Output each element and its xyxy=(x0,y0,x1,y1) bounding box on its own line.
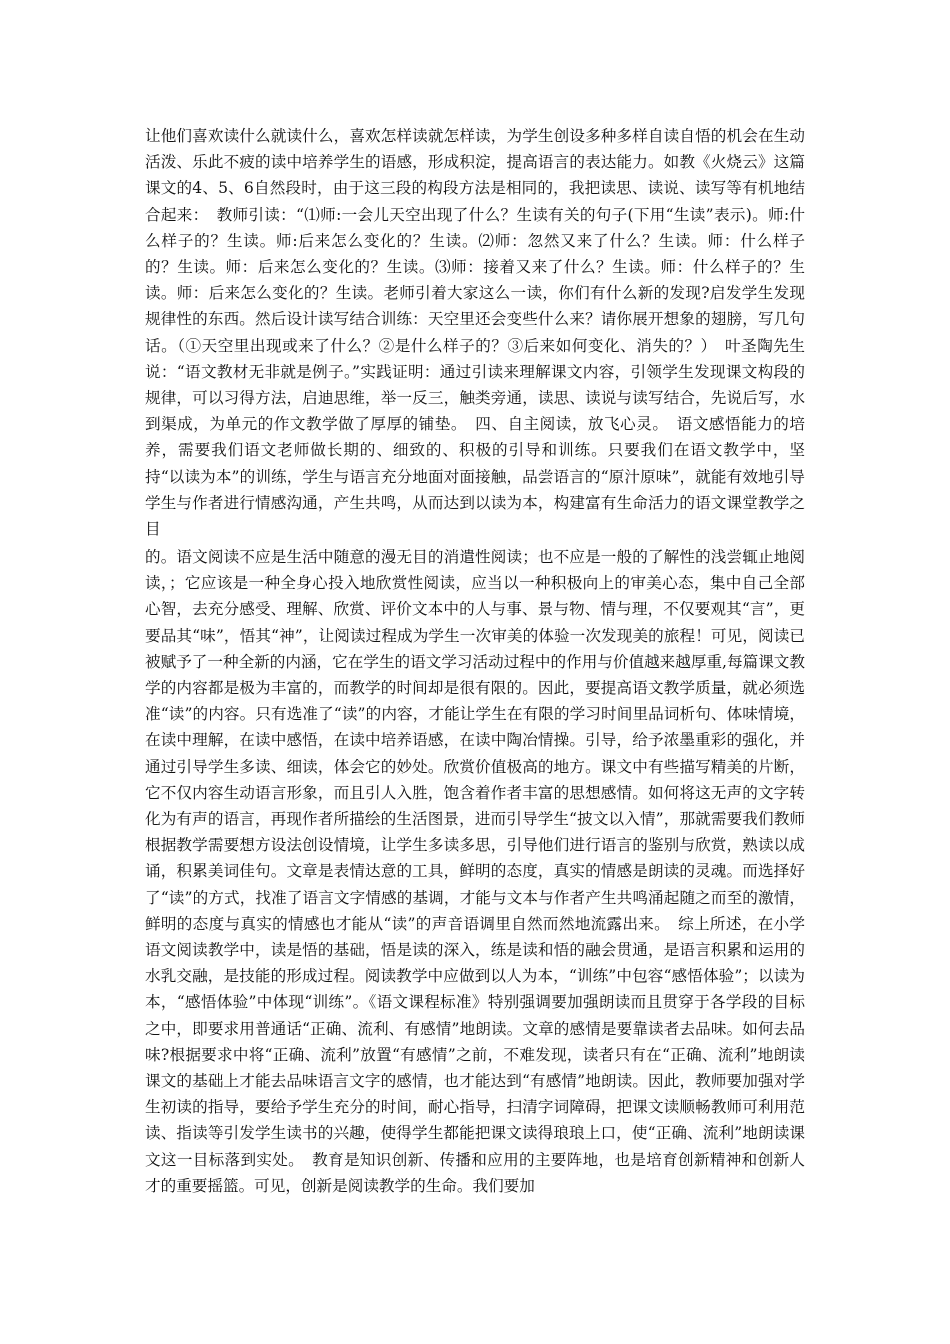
body-text-paragraph: 的。语文阅读不应是生活中随意的漫无目的消遣性阅读；也不应是一般的了解性的浅尝辄止地阅读，；它应该是一种全身心投入地欣赏性阅读，应当以一种积极向上的审美心态，集中自己全部心智，去充分感受、理解、欣赏、评价文本中的人与事、景与物、情与理，不仅要观其“言”，更要品其“味”，悟其“神”，让阅读过程成为学生一次审美的体验一次发现美的旅程！可见，阅读已被赋予了一种全新的内涵，它在学生的语文学习活动过程中的作用与价值越来越厚重,每篇课文教学的内容都是极为丰富的，而教学的时间却是很有限的。因此，要提高语文教学质量，就必须选准“读”的内容。只有选准了“读”的内容，才能让学生在有限的学习时间里品词析句、体味情境，在读中理解，在读中感悟，在读中培养语感，在读中陶冶情操。引导，给予浓墨重彩的强化，并通过引导学生多读、细读，体会它的妙处。欣赏价值极高的地方。课文中有些描写精美的片断，它不仅内容生动语言形象，而且引人入胜，饱含着作者丰富的思想感情。如何将这无声的文字转化为有声的语言，再现作者所描绘的生活图景，进而引导学生“披文以入情”，那就需要我们教师根据教学需要想方设法创设情境，让学生多读多思，引导他们进行语言的鉴别与欣赏，熟读以成诵，积累美词佳句。文章是表情达意的工具，鲜明的态度，真实的情感是朗读的灵魂。而选择好了“读”的方式，找准了语言文字情感的基调，才能与文本与作者产生共鸣涌起随之而至的激情，鲜明的态度与真实的情感也才能从“读”的声音语调里自然而然地流露出来。 综上所述，在小学语文阅读教学中，读是悟的基础，悟是读的深入，练是读和悟的融会贯通，是语言积累和运用的水乳交融，是技能的形成过程。阅读教学中应做到以人为本，“训练”中包容“感悟体验”；以读为本，“感悟体验”中体现“训练”。《语文课程标准》特别强调要加强朗读而且贯穿于各学段的目标之中，即要求用普通话“正确、流利、有感情”地朗读。文章的感情是要靠读者去品味。如何去品味?根据要求中将“正确、流利”放置“有感情”之前，不难发现，读者只有在“正确、流利”地朗读课文的基础上才能去品味语言文字的感情，也才能达到“有感情”地朗读。因此，教师要加强对学生初读的指导，要给予学生充分的时间，耐心指导，扫清字词障碍，把课文读顺畅教师可利用范读、指读等引发学生读书的兴趣，使得学生都能把课文读得琅琅上口，使“正确、流利”地朗读课文这一目标落到实处。 教育是知识创新、传播和应用的主要阵地，也是培育创新精神和创新人才的重要摇篮。可见，创新是阅读教学的生命。我们要加 xyxy=(145,548,805,1195)
body-text-paragraph: 让他们喜欢读什么就读什么，喜欢怎样读就怎样读，为学生创设多种多样自读自悟的机会在生动活泼、乐此不疲的读中培养学生的语感，形成积淀，提高语言的表达能力。如教《火烧云》这篇课文的4、5、6自然段时，由于这三段的构段方法是相同的，我把读思、读说、读写等有机地结合起来： 教师引读：“⑴师:一会儿天空出现了什么？生读有关的句子(下用“生读”表示)。师:什么样子的？生读。师:后来怎么变化的？生读。⑵师：忽然又来了什么？生读。师：什么样子的？生读。师：后来怎么变化的？生读。⑶师：接着又来了什么？生读。师：什么样子的？生读。师：后来怎么变化的？生读。老师引着大家这么一读，你们有什么新的发现?启发学生发现规律性的东西。然后设计读写结合训练：天空里还会变些什么来？请你展开想象的翅膀，写几句话。（①天空里出现或来了什么？②是什么样子的？③后来如何变化、消失的？） 叶圣陶先生说：“语文教材无非就是例子。”实践证明：通过引读来理解课文内容，引领学生发现课文构段的规律，可以习得方法，启迪思维，举一反三，触类旁通，读思、读说与读写结合，先说后写，水到渠成，为单元的作文教学做了厚厚的铺垫。 四、自主阅读，放飞心灵。 语文感悟能力的培养，需要我们语文老师做长期的、细致的、积极的引导和训练。只要我们在语文教学中，坚持“以读为本”的训练，学生与语言充分地面对面接触，品尝语言的“原汁原味”，就能有效地引导学生与作者进行情感沟通，产生共鸣，从而达到以读为本，构建富有生命活力的语文课堂教学之目 xyxy=(145,127,805,539)
